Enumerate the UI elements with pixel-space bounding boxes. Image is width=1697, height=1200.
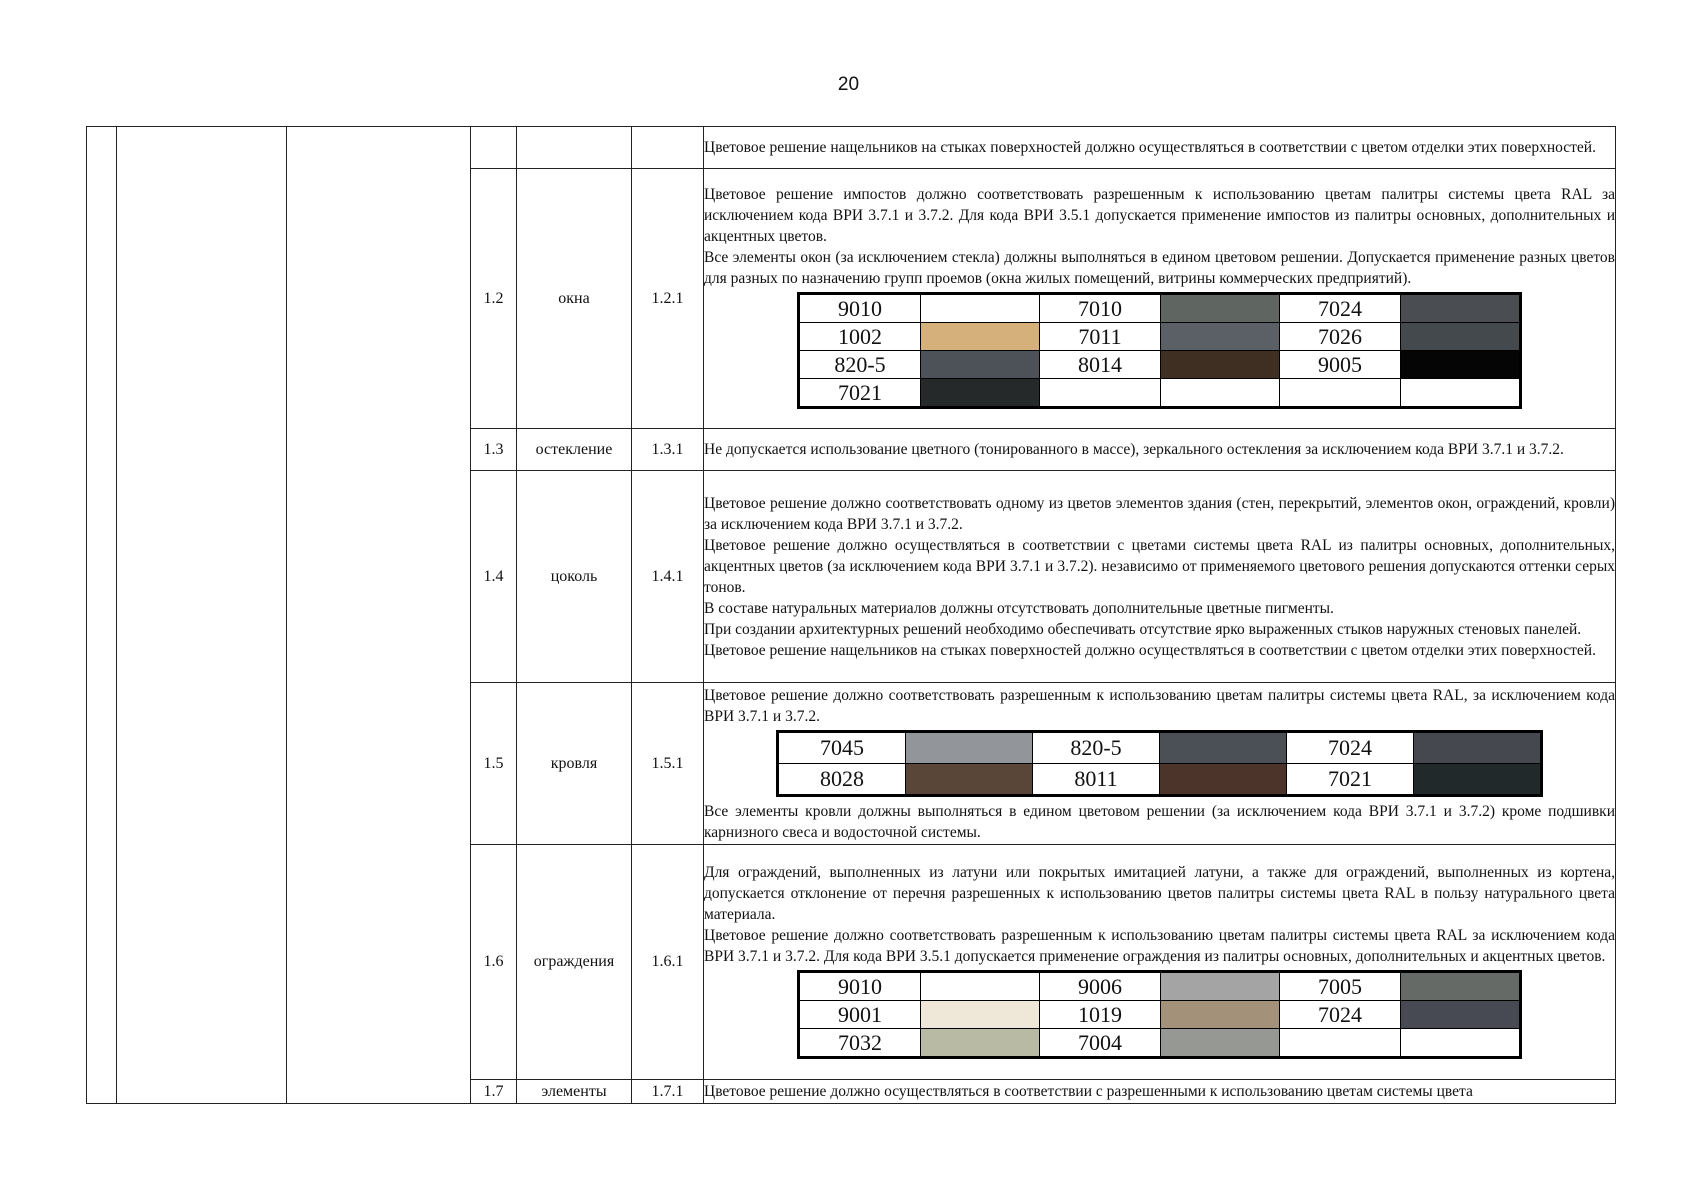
color-swatch: [1401, 323, 1521, 351]
col-index: [87, 127, 117, 1104]
ral-code: 9010: [799, 294, 921, 323]
color-swatch: [1161, 1000, 1280, 1028]
item-name: [517, 127, 632, 169]
color-swatch: [1414, 763, 1542, 795]
color-swatch: [921, 351, 1040, 379]
color-swatch-table: [797, 970, 1522, 1059]
ral-code: 7045: [778, 731, 906, 763]
color-swatch: [921, 1028, 1040, 1057]
color-swatch: [1161, 379, 1280, 408]
paragraph: Не допускается использование цветного (тонированного в массе), зеркального остекления за исключением кода ВРИ 3.7.1 и 3.7.2.: [704, 441, 1564, 458]
swatch-row: [799, 1000, 1521, 1028]
swatch-row: [799, 379, 1521, 408]
item-subcode: 1.5.1: [632, 683, 704, 845]
color-swatch: [921, 294, 1040, 323]
color-swatch: [1160, 763, 1287, 795]
table-row: [87, 127, 1616, 169]
item-subcode: 1.4.1: [632, 471, 704, 683]
requirement-text: [704, 127, 1616, 169]
ral-code: [1280, 1028, 1401, 1057]
item-subcode: 1.2.1: [632, 169, 704, 429]
paragraph: В составе натуральных материалов должны отсутствовать дополнительные цветные пигменты.: [704, 599, 1334, 617]
item-code: 1.5: [471, 683, 517, 845]
item-name: элементы: [517, 1080, 632, 1104]
ral-code: [1040, 379, 1161, 408]
paragraph: Все элементы окон (за исключением стекла) должны выполняться в едином цветовом решении. Допускается применение разных цветов для разных по назначению групп проемов (окна жилых помещений, витрины коммерческих предприятий).: [704, 249, 1615, 287]
paragraph: Цветовое решение должно соответствовать разрешенным к использованию цветам палитры системы цвета RAL за исключением кода ВРИ 3.7.1 и 3.7.2. Для кода ВРИ 3.5.1 допускается применение ограждения из палитры основных, дополнительных и акцентных цветов.: [704, 926, 1615, 965]
color-swatch: [1161, 294, 1280, 323]
requirement-text: [704, 683, 1616, 845]
swatch-row: [778, 763, 1542, 795]
ral-code: 1019: [1040, 1000, 1161, 1028]
color-swatch-table: [776, 730, 1543, 797]
paragraph: Цветовое решение должно осуществляться в соответствии с разрешенными к использованию цветам системы цвета: [704, 1083, 1473, 1100]
col-group: [117, 127, 287, 1104]
color-swatch: [1414, 731, 1542, 763]
item-name: ограждения: [517, 845, 632, 1080]
color-swatch: [1161, 323, 1280, 351]
item-subcode: 1.6.1: [632, 845, 704, 1080]
page-number: 20: [837, 74, 860, 95]
paragraph: Цветовое решение должно соответствовать разрешенным к использованию цветам палитры системы цвета RAL, за исключением кода ВРИ 3.7.1 и 3.7.2.: [704, 686, 1615, 725]
ral-code: 7024: [1287, 731, 1414, 763]
requirements-table: [86, 126, 1616, 1104]
ral-code: 7024: [1280, 1000, 1401, 1028]
paragraph: Для ограждений, выполненных из латуни или покрытых имитацией латуни, а также для ограждений, выполненных из кортена, допускается отклонение от перечня разрешенных к использованию цветов палитры системы цвета RAL в пользу натурального цвета материала.: [704, 863, 1615, 923]
color-swatch: [1401, 971, 1521, 1000]
col-object: [287, 127, 471, 1104]
color-swatch: [1401, 351, 1521, 379]
swatch-row: [799, 323, 1521, 351]
item-code: 1.3: [471, 429, 517, 471]
paragraph: Цветовое решение импостов должно соответствовать разрешенным к использованию цветам палитры системы цвета RAL за исключением кода ВРИ 3.7.1 и 3.7.2. Для кода ВРИ 3.5.1 допускается применение импостов из палитры основных, дополнительных и акцентных цветов.: [704, 186, 1615, 245]
ral-code: 7021: [799, 379, 921, 408]
ral-code: 820-5: [799, 351, 921, 379]
ral-code: 7024: [1280, 294, 1401, 323]
item-code: 1.2: [471, 169, 517, 429]
item-subcode: 1.3.1: [632, 429, 704, 471]
ral-code: 7010: [1040, 294, 1161, 323]
item-code: 1.4: [471, 471, 517, 683]
color-swatch: [1401, 379, 1521, 408]
item-subcode: 1.7.1: [632, 1080, 704, 1104]
ral-code: 8028: [778, 763, 906, 795]
color-swatch: [906, 731, 1033, 763]
ral-code: [1280, 379, 1401, 408]
color-swatch: [1161, 971, 1280, 1000]
ral-code: 9010: [799, 971, 921, 1000]
requirement-text: [704, 1080, 1616, 1104]
swatch-row: [799, 351, 1521, 379]
ral-code: 8014: [1040, 351, 1161, 379]
paragraph: Цветовое решение нащельников на стыках поверхностей должно осуществляться в соответствии с цветом отделки этих поверхностей.: [704, 139, 1596, 156]
item-name: цоколь: [517, 471, 632, 683]
ral-code: 9006: [1040, 971, 1161, 1000]
ral-code: 1002: [799, 323, 921, 351]
color-swatch: [921, 1000, 1040, 1028]
ral-code: 7032: [799, 1028, 921, 1057]
ral-code: 7005: [1280, 971, 1401, 1000]
color-swatch: [1161, 351, 1280, 379]
paragraph: Цветовое решение должно осуществляться в соответствии с цветами системы цвета RAL из палитры основных, дополнительных, акцентных цветов (за исключением кода ВРИ 3.7.1 и 3.7.2). независимо от применяемого цветового решения допускаются оттенки серых тонов.: [704, 536, 1615, 596]
requirement-text: [704, 429, 1616, 471]
ral-code: 7011: [1040, 323, 1161, 351]
item-name: остекление: [517, 429, 632, 471]
swatch-row: [799, 1028, 1521, 1057]
requirement-text: [704, 169, 1616, 429]
color-swatch: [1401, 294, 1521, 323]
color-swatch: [921, 323, 1040, 351]
color-swatch: [921, 971, 1040, 1000]
paragraph: При создании архитектурных решений необходимо обеспечивать отсутствие ярко выраженных стыков наружных стеновых панелей.: [704, 620, 1582, 638]
requirements-table-body: [87, 127, 1616, 1104]
color-swatch-table: [797, 292, 1522, 409]
item-name: кровля: [517, 683, 632, 845]
paragraph: Цветовое решение нащельников на стыках поверхностей должно осуществляться в соответствии с цветом отделки этих поверхностей.: [704, 641, 1596, 659]
swatch-row: [799, 294, 1521, 323]
paragraph: Все элементы кровли должны выполняться в едином цветовом решении (за исключением кода ВРИ 3.7.1 и 3.7.2) кроме подшивки карнизного свеса и водосточной системы.: [704, 802, 1615, 841]
ral-code: 7021: [1287, 763, 1414, 795]
item-name: окна: [517, 169, 632, 429]
paragraph: Цветовое решение должно соответствовать одному из цветов элементов здания (стен, перекрытий, элементов окон, ограждений, кровли) за исключением кода ВРИ 3.7.1 и 3.7.2.: [704, 494, 1615, 533]
color-swatch: [921, 379, 1040, 408]
ral-code: 9001: [799, 1000, 921, 1028]
swatch-row: [799, 971, 1521, 1000]
ral-code: 7004: [1040, 1028, 1161, 1057]
ral-code: 8011: [1033, 763, 1160, 795]
swatch-row: [778, 731, 1542, 763]
ral-code: 820-5: [1033, 731, 1160, 763]
color-swatch: [1401, 1028, 1521, 1057]
color-swatch: [906, 763, 1033, 795]
ral-code: 7026: [1280, 323, 1401, 351]
color-swatch: [1401, 1000, 1521, 1028]
item-code: 1.7: [471, 1080, 517, 1104]
requirement-text: [704, 845, 1616, 1080]
item-code: 1.6: [471, 845, 517, 1080]
item-code: [471, 127, 517, 169]
requirement-text: [704, 471, 1616, 683]
ral-code: 9005: [1280, 351, 1401, 379]
color-swatch: [1160, 731, 1287, 763]
item-subcode: [632, 127, 704, 169]
color-swatch: [1161, 1028, 1280, 1057]
